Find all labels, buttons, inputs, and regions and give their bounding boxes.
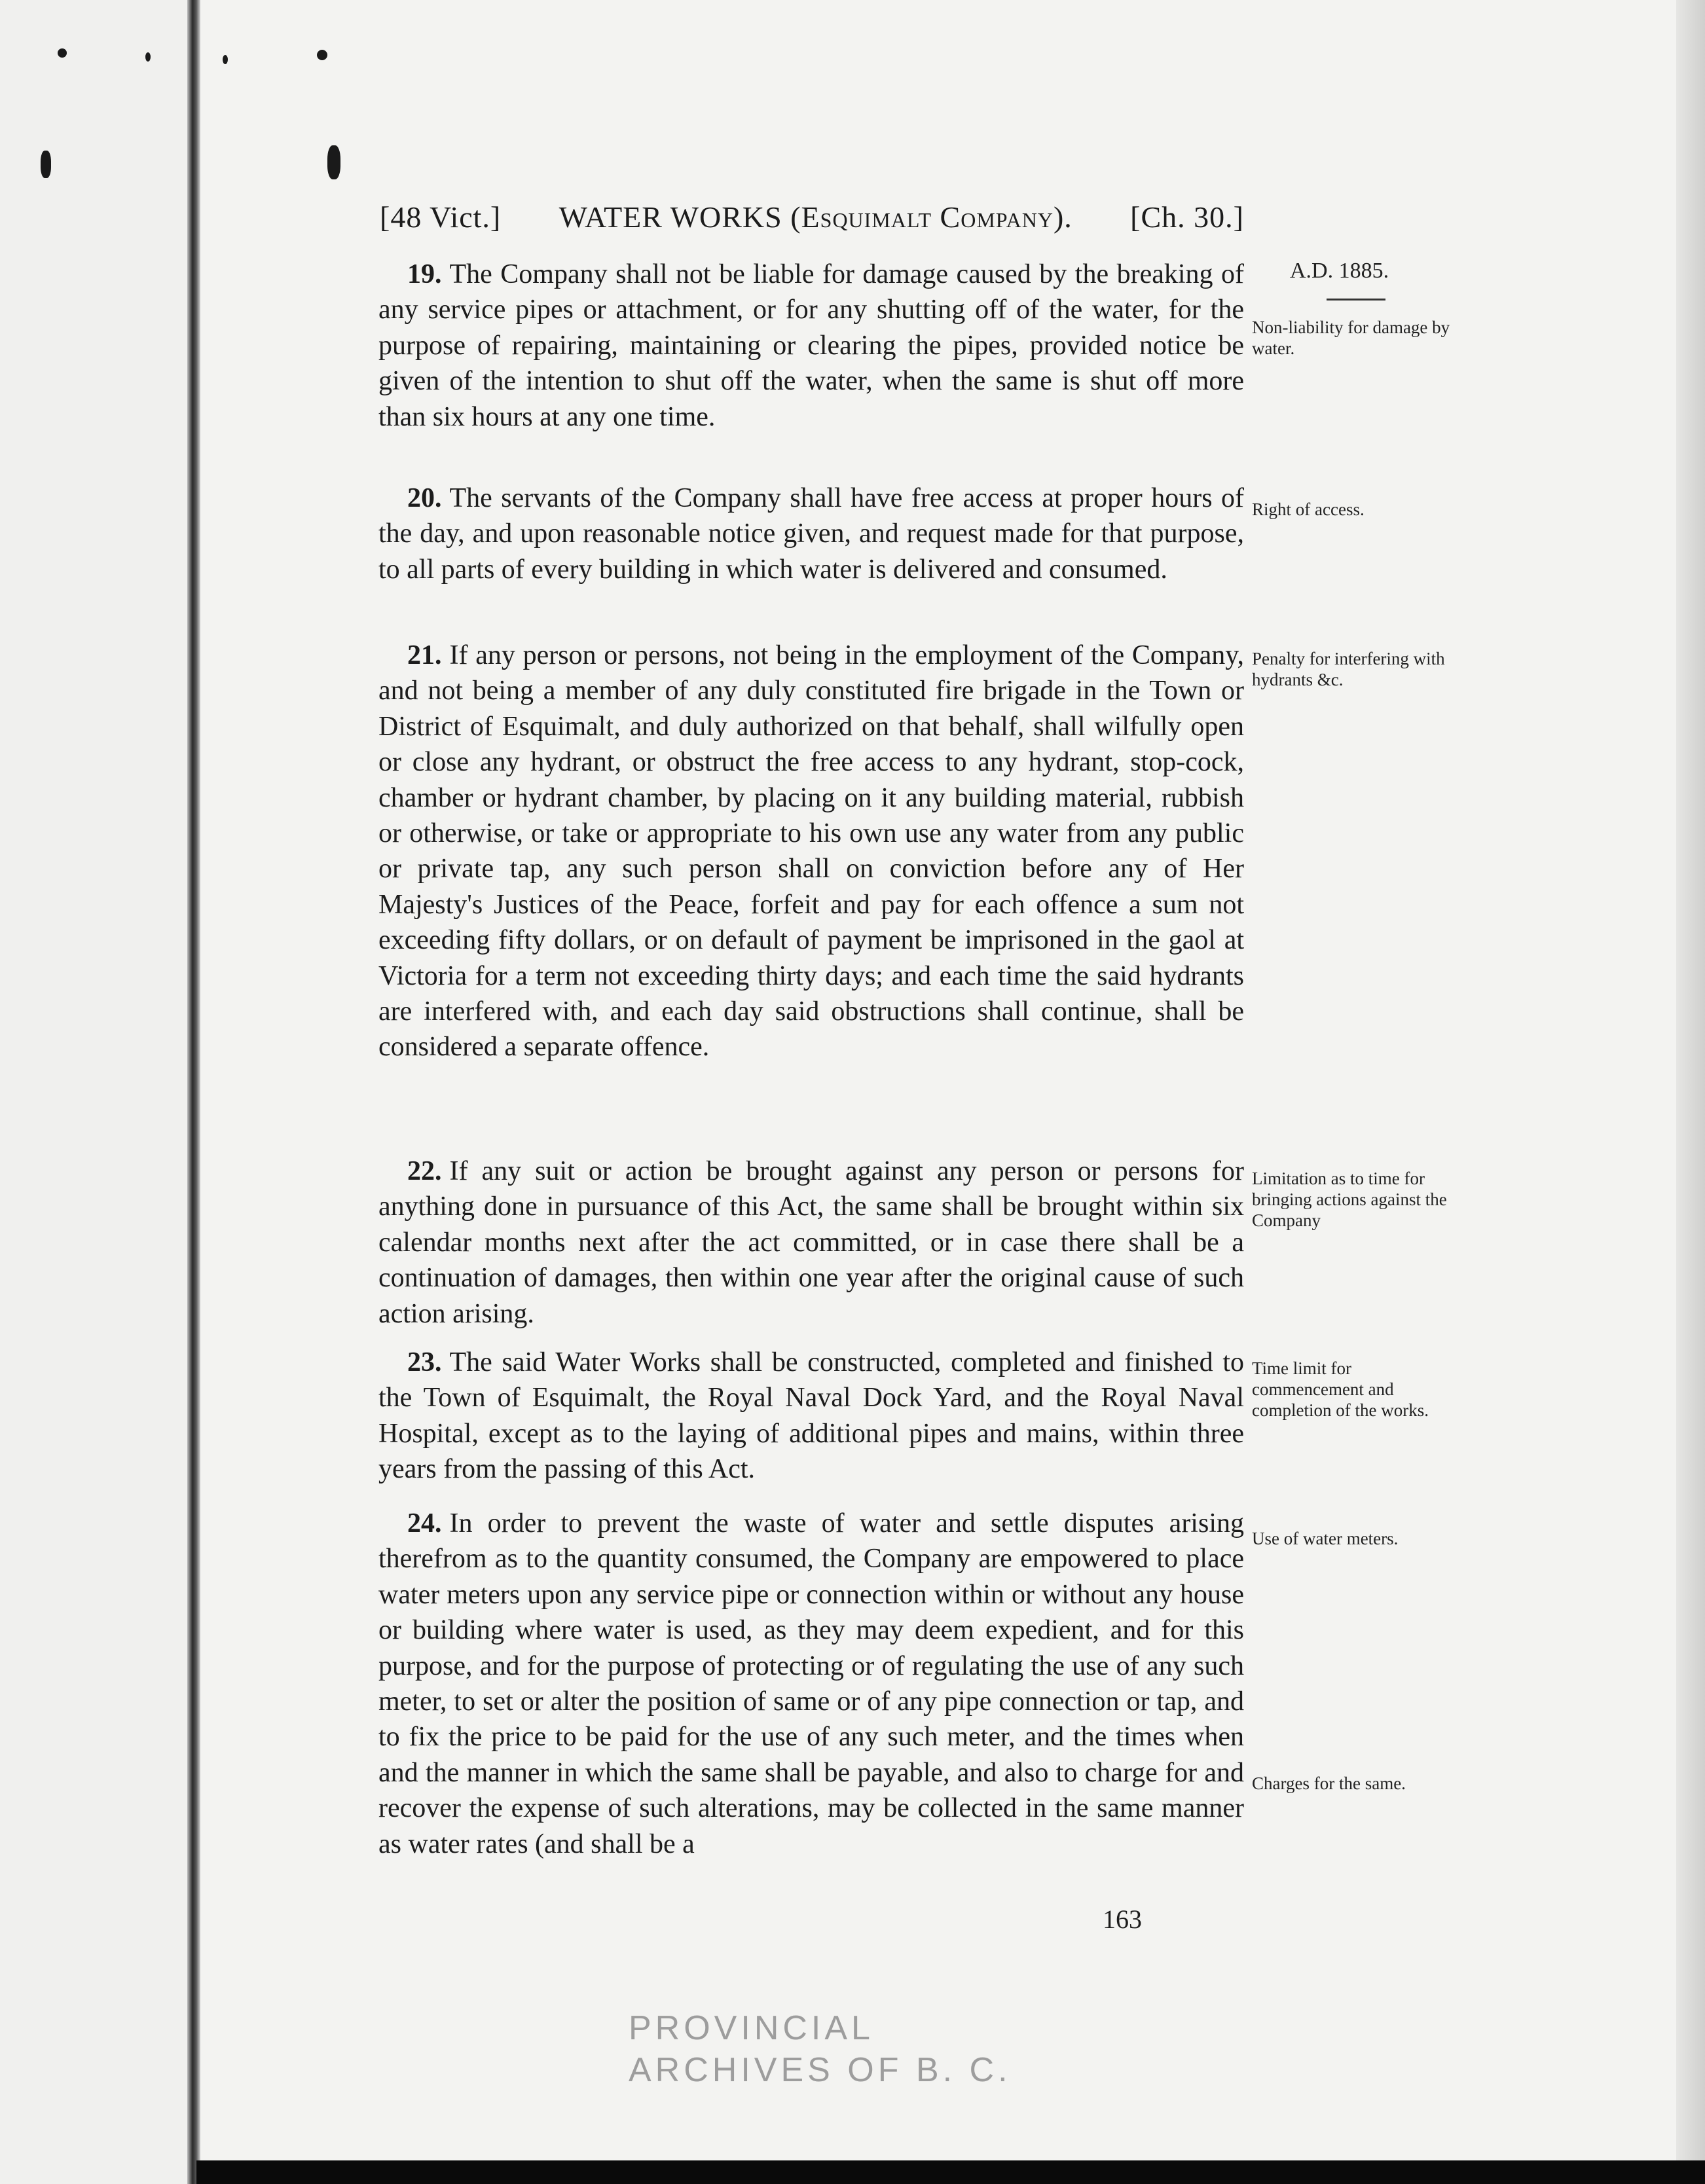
- section-text: If any person or persons, not being in the employment of the Company, and not being a member of any duly constituted fire brigade in the Town or District of Esquimalt, and duly authorized on that behalf, shall wilfully open or close any hydrant, or obstruct the free access to any hydrant, stop-cock, chamber or hydrant chamber, by placing on it any building material, rubbish or otherwise, or take or appropriate to his own use any water from any public or private tap, any such person shall on conviction before any of Her Majesty's Justices of the Peace, forfeit and pay for each offence a sum not exceeding fifty dollars, or on default of payment be imprisoned in the gaol at Victoria for a term not exceeding thirty days; and each time the said hydrants are interfered with, and each day said obstructions shall continue, shall be considered a separate offence.: [378, 640, 1244, 1063]
- scan-bottom-border: [196, 2160, 1705, 2184]
- page-number: 163: [1103, 1904, 1142, 1934]
- section-number: 23.: [407, 1347, 442, 1377]
- section-text: If any suit or action be brought against any person or persons for anything done in pursuance of this Act, the same shall be brought within six calendar months next after the act committed, or in case there shall be a continuation of damages, then within one year after the original cause of such action arising.: [378, 1156, 1244, 1329]
- section-24: [378, 1506, 1244, 1862]
- scan-speck: [145, 52, 151, 62]
- facing-page-edge: [0, 0, 196, 2184]
- section-22: [378, 1154, 1244, 1332]
- section-number: 21.: [407, 640, 442, 670]
- section-number: 19.: [407, 259, 442, 289]
- section-number: 22.: [407, 1156, 442, 1186]
- margin-note-20: Right of access.: [1252, 500, 1365, 519]
- scan-speck: [317, 50, 327, 60]
- running-head: [380, 198, 1244, 237]
- section-number: 20.: [407, 483, 442, 513]
- scan-speck: [58, 48, 67, 58]
- margin-note-24: Use of water meters.: [1252, 1529, 1399, 1548]
- chapter-number: [Ch. 30.]: [1130, 200, 1244, 234]
- section-23: [378, 1345, 1244, 1487]
- act-title: WATER WORKS (Esquimalt Company).: [559, 200, 1072, 234]
- section-text: The Company shall not be liable for damage caused by the breaking of any service pipes or attachment, or for any shutting off of the water, for the purpose of repairing, maintaining or clearing the pipes, provided notice be given of the intention to shut off the water, when the same is shut off more than six hours at any one time.: [378, 259, 1244, 432]
- section-19: [378, 257, 1244, 435]
- section-text: The servants of the Company shall have free access at proper hours of the day, and upon reasonable notice given, and request made for that purpose, to all parts of every building in which water is delivered and consumed.: [378, 483, 1244, 585]
- regnal-year: [48 Vict.]: [380, 200, 502, 234]
- margin-note-23: Time limit for commencement and completion of the works.: [1252, 1358, 1429, 1420]
- section-20: [378, 481, 1244, 587]
- scan-speck: [327, 145, 340, 179]
- archive-stamp: PROVINCIAL ARCHIVES OF B. C.: [629, 2009, 1012, 2089]
- section-21: [378, 638, 1244, 1065]
- margin-year-rule: [1327, 299, 1385, 300]
- margin-note-22: Limitation as to time for bringing actions against the Company: [1252, 1169, 1447, 1230]
- margin-note-24-charges: Charges for the same.: [1252, 1774, 1406, 1793]
- scan-speck: [41, 151, 51, 178]
- section-number: 24.: [407, 1508, 442, 1538]
- page-right-edge: [1676, 0, 1705, 2160]
- section-text: In order to prevent the waste of water and settle disputes arising therefrom as to the quantity consumed, the Company are empowered to place water meters upon any service pipe or connection within or without any house or building where water is used, as they may deem expedient, and for this purpose, and for the purpose of protecting or of regulating the use of any such meter, to set or alter the position of same or of any pipe connection or tap, and to fix the price to be paid for the use of any such meter, and the times when and the manner in which the same shall be payable, and also to charge for and recover the expense of such alterations, may be collected in the same manner as water rates (and shall be a: [378, 1508, 1244, 1859]
- margin-year: A.D. 1885.: [1290, 259, 1389, 283]
- section-text: The said Water Works shall be constructed, completed and finished to the Town of Esquimalt, the Royal Naval Dock Yard, and the Royal Naval Hospital, except as to the laying of additional pipes and mains, within three years from the passing of this Act.: [378, 1347, 1244, 1485]
- binding-spine: [187, 0, 200, 2184]
- margin-note-21: Penalty for interfering with hydrants &c.: [1252, 649, 1445, 689]
- scan-speck: [223, 55, 228, 64]
- margin-note-19: Non-liability for damage by water.: [1252, 318, 1450, 358]
